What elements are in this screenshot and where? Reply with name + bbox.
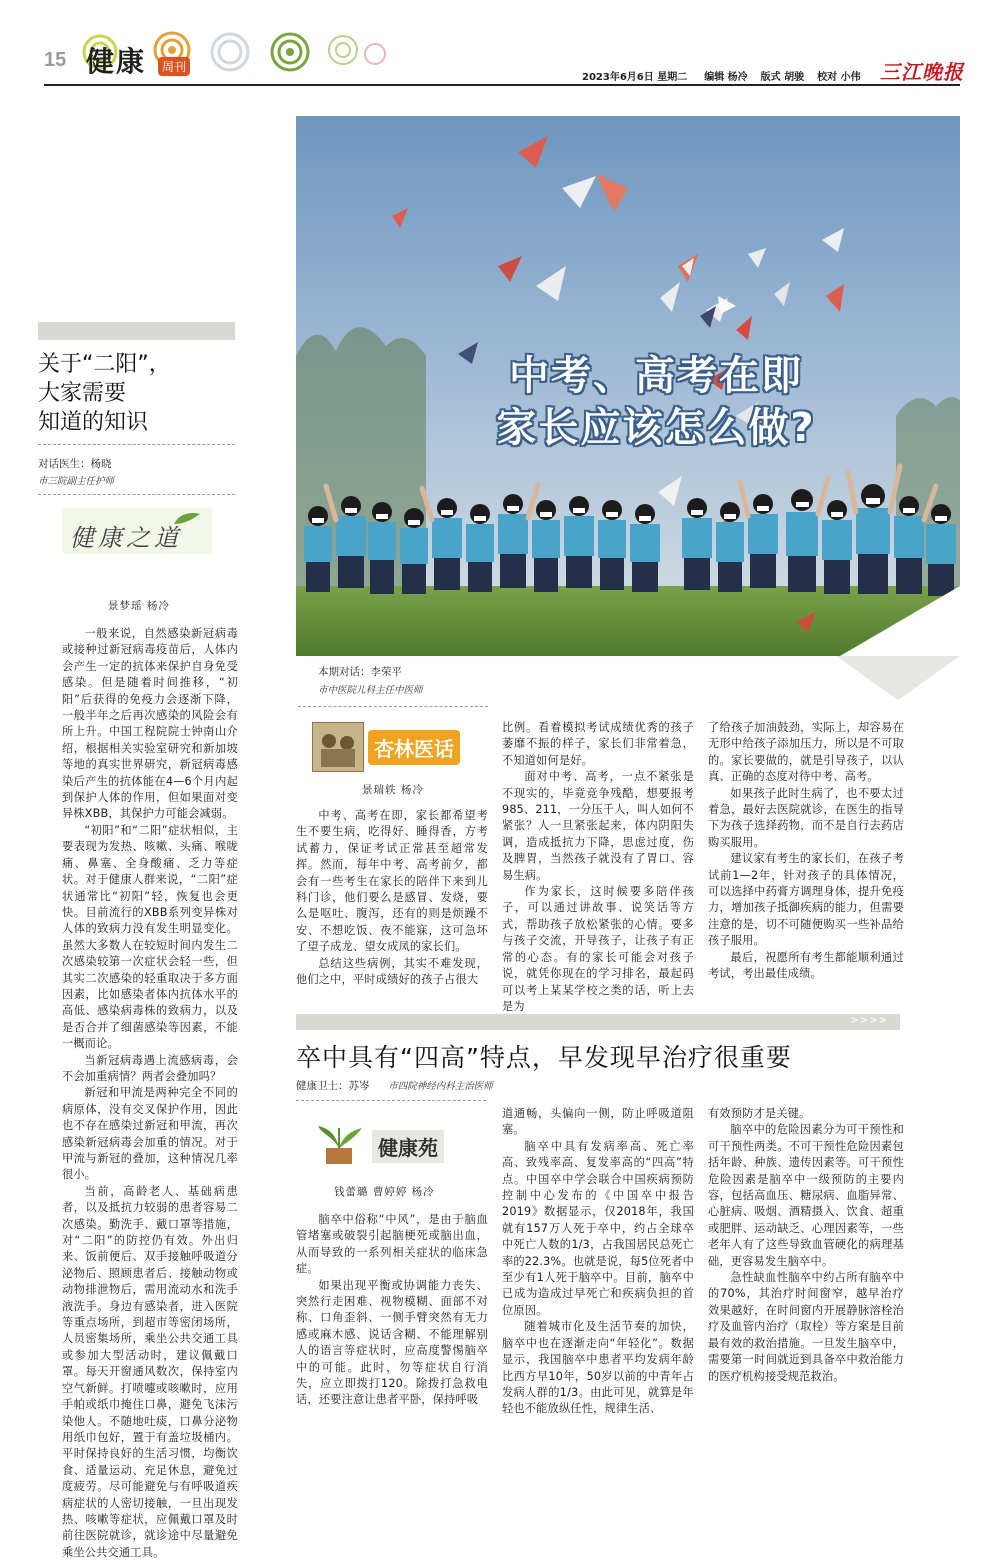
article2-paragraph: 作为家长，这时候要多陪伴孩子，可以通过讲故事、说笑话等方式，帮助孩子放松紧张的心情。要多与孩子交流，开导孩子，让孩子有正常的心态。有的家长可能会对孩子说，就凭你现在的学习排名，最起码可以考上某某学校之类的话，听上去是为 [502,885,694,1013]
divider [298,706,488,707]
feature-expert-name: 本期对话：李荣平 [318,666,402,678]
article3-col2 [502,1106,694,1418]
doctor-illustration-icon [312,722,364,772]
column-logo-jiankangzhidao [62,508,212,554]
masthead-rule [44,84,960,86]
article2-paragraph: 面对中考、高考，一点不紧张是不现实的，毕竟竞争残酷，想要报考985、211，一分压千人，叫人如何不紧张？人一旦紧张起来，体内阴阳失调，造成抵抗力下降，思虑过度，伤及脾胃，当然孩子就没有了胃口、容易生病。 [502,770,694,882]
article2-paragraph: 最后，祝愿所有考生都能顺利通过考试，考出最佳成绩。 [708,950,904,981]
article1-doctor [38,456,114,487]
article2-authors: 景瑞轶 杨冷 [362,784,424,796]
article1-body [62,626,238,1561]
article3-col3 [708,1106,904,1385]
article2-col1 [296,808,488,988]
article1-doctor-title: 市三院副主任护师 [38,476,115,487]
column-logo-jiankangyuan [312,1120,452,1170]
divider [38,494,235,495]
article2-paragraph: 建议家有考生的家长们，在孩子考试前1—2年，针对孩子的具体情况，可以选择中药膏方调理身体，提升免疫力，增加孩子抵御疾病的能力，但需要注意的是，切不可随便购买一些补品给孩子服用。 [708,852,904,948]
editor-credit: 编辑 杨冷 [704,72,748,83]
column-logo-xinglin [312,722,462,772]
column-logo-text: 健康之道 [70,524,182,552]
article3-arrows: >>>> [850,1015,888,1026]
article3-paragraph: 急性缺血性脑卒中约占所有脑卒中的70%，其治疗时间窗窄，越早治疗效果越好，在时间窗内开展静脉溶栓治疗及血管内治疗（取栓）等方案是目前最有效的救治措施。一旦发生脑卒中，需要第一时间就近到具备卒中救治能力的医疗机构接受规范救治。 [708,1271,904,1383]
article3-paragraph: 随着城市化及生活节奏的加快，脑卒中也在逐渐走向“年轻化”。数据显示，我国脑卒中患者平均发病年龄比西方早10年，50岁以前的中青年占发病人群的1/3。由此可见，就算是年轻也不能放纵任性，规律生活、 [502,1320,694,1416]
section-title: 健康 [86,45,147,78]
hero-photo [296,116,960,656]
article1-paragraph: 当新冠病毒遇上流感病毒，会不会加重病情？两者会叠加吗？ [62,1053,238,1083]
article2-paragraph: 中考、高考在即，家长都希望考生不要生病，吃得好、睡得香，方考试蓄力，保证考试正常甚至超常发挥。然而，每年中考、高考前夕，都会有一些考生在家长的陪伴下来到儿科门诊，他们要么是感冒、发烧，要么是呕吐、腹泻，还有的则是烦躁不安、不想吃饭、夜不能寐，这可急坏了望子成龙、望女成凤的家长们。 [296,809,488,954]
article2-col3 [708,720,904,983]
article3-paragraph: 脑卒中的危险因素分为可干预性和可干预性两类。不可干预性危险因素包括年龄、种族、遗传因素等。可干预性危险因素是脑卒中一级预防的主要内容，包括高血压、糖尿病、血脂异常、心脏病、吸烟、酒精摄入、饮食、超重或肥胖、运动缺乏、心理因素等，一些老年人有了这些导致血管硬化的病理基础，更容易发生脑卒中。 [708,1123,904,1268]
article3-paragraph: 脑卒中俗称“中风”，是由于脑血管堵塞或破裂引起脑梗死或脑出血，从而导致的一系列相关症状的临床急症。 [296,1213,488,1276]
issue-date: 2023年6月6日 星期二 [582,72,688,83]
feature-expert-title: 市中医院儿科主任中医师 [318,685,423,696]
article2-paragraph: 了给孩子加油鼓劲，实际上，却容易在无形中给孩子添加压力，所以是不可取的。家长要做的，就是引导孩子，以认真、正确的态度对待中考、高考。 [708,721,904,784]
layout-credit: 版式 胡骏 [760,72,805,83]
feature-headline [446,350,866,454]
article3-top-bar [296,1014,900,1030]
article3-guard-role: 市四院神经内科主治医师 [388,1081,493,1092]
article3-paragraph: 有效预防才是关键。 [708,1107,811,1120]
article1-paragraph: “初阳”和“二阳”症状相似，主要表现为发热、咳嗽、头痛、喉咙痛、鼻塞、全身酸痛、乏力等症状。对于健康人群来说，“二阳”症状通常比“初阳”轻，恢复也会更快。目前流行的XBB系列变异株对人体的致病力没有发生明显变化。虽然大多数人在较短时间内发生二次感染较第一次症状会轻一些，但其实二次感染的轻重取决于多方面因素，比如感染者体内抗体水平的高低、感染病毒株的致病力，以及是否合并了细菌感染等因素，不能一概而论。 [62,823,238,1051]
article1-title-line2: 大家需要 [38,381,127,406]
article3-paragraph: 如果出现平衡或协调能力丧失、突然行走困难、视物模糊、面部不对称、口角歪斜、一侧手臂突然有无力感或麻木感、说话含糊、不能理解别人的语言等症状时，应高度警惕脑卒中的可能。此时，勿等症状自行消失，应立即拨打120。除拨打急救电话，还要注意让患者平卧，保持呼吸 [296,1278,488,1407]
potted-plant-icon [312,1122,368,1166]
article1-doctor-name: 对话医生：杨晓 [38,458,112,470]
article3-paragraph: 脑卒中具有发病率高、死亡率高、致残率高、复发率高的“四高”特点。中国卒中学会联合中国疾病预防控制中心发布的《中国卒中报告2019》数据显示，仅2018年，我国就有157万人死于卒中，约占全球卒中死亡人数的1/3，占我国居民总死亡率的22.3%。也就是说，每5位死者中至少有1人死于脑卒中。目前，脑卒中已成为造成过早死亡和疾病负担的首位原因。 [502,1139,694,1317]
newspaper-logo: 三江晚报 [880,60,964,84]
article1-title [38,350,238,437]
article1-paragraph: 一般来说，自然感染新冠病毒或接种过新冠病毒疫苗后，人体内会产生一定的抗体来保护自身免受感染。但是随着时间推移，“初阳”后获得的免疫力会逐渐下降，一般半年之后再次感染的风险会有所上升。中国工程院院士钟南山介绍，根据相关实验室研究和新加坡等地的真实世界研究，新冠病毒感染后产生的抗体能在4—6个月内起到保护人体的作用，但如果面对变异株XBB，其保护力可能会减弱。 [62,627,238,821]
proof-credit: 校对 小伟 [817,72,861,83]
article2-paragraph: 总结这些病例，其实不难发现，他们之中，平时成绩好的孩子占很大 [296,956,488,987]
article3-guard-name: 健康卫士：苏岑 [296,1080,370,1092]
article1-paragraph: 当前，高龄老人、基础病患者，以及抵抗力较弱的患者容易二次感染。勤洗手、戴口罩等措施，对“二阳”的防控仍有效。外出归来、饭前便后、双手接触呼吸道分泌物后、照顾患者后、接触动物或动物排泄物后，需用流动水和洗手液洗手。身边有感染者，进入医院等重点场所，到超市等密闭场所，人员密集场所，乘坐公共交通工具或参加大型活动时，建议佩戴口罩。每天开窗通风数次，保持室内空气新鲜。打喷嚏或咳嗽时，应用手帕或纸巾掩住口鼻，避免飞沫污染他人。不随地吐痰，口鼻分泌物用纸巾包好，置于有盖垃圾桶内。平时保持良好的生活习惯，均衡饮食、适量运动、充足休息，避免过度疲劳。尽可能避免与有呼吸道疾病症状的人密切接触，一旦出现发热、咳嗽等症状，应佩戴口罩及时前往医院就诊，就诊途中尽量避免乘坐公共交通工具。 [62,1184,238,1559]
article1-authors: 景梦瑶 杨冷 [108,600,170,612]
divider [296,1100,486,1101]
article1-top-bar [38,322,235,340]
photo-pointer-triangle [836,656,960,702]
article1-title-line3: 知道的知识 [38,410,149,435]
column-logo-text: 健康苑 [372,1130,444,1163]
feature-headline-line2: 家长应该怎么做? [496,405,816,451]
article2-paragraph: 比例。看着模拟考试成绩优秀的孩子萎靡不振的样子，家长们非常着急，不知道如何是好。 [502,721,694,767]
article2-paragraph: 如果孩子此时生病了，也不要太过着急，最好去医院就诊，在医生的指导下为孩子选择药物，而不是自行去药店购买服用。 [708,786,904,849]
feature-expert [318,664,423,696]
section-badge: 周刊 [158,57,190,76]
article3-authors: 钱蕾璐 曹婷婷 杨冷 [334,1186,435,1198]
photo-corner-notch [840,586,960,656]
feature-headline-line1: 中考、高考在即 [509,353,803,399]
header-meta [582,68,861,83]
divider [38,444,235,445]
masthead [0,30,998,90]
article3-guard [296,1078,493,1093]
article1-title-line1: 关于“二阳”， [38,352,171,377]
article2-col2 [502,720,694,1015]
page-number: 15 [44,49,67,71]
column-logo-text: 杏林医话 [368,730,460,765]
article1-paragraph: 新冠和甲流是两种完全不同的病原体，没有交叉保护作用，因此也不存在感染过新冠和甲流，再次感染新冠病毒会加重的情况。对于甲流与新冠的叠加，这种情况几率很小。 [62,1086,238,1182]
article3-col1 [296,1212,488,1409]
article3-title: 卒中具有“四高”特点，早发现早治疗很重要 [296,1043,792,1072]
article3-paragraph: 道通畅，头偏向一侧，防止呼吸道阻塞。 [502,1107,694,1137]
